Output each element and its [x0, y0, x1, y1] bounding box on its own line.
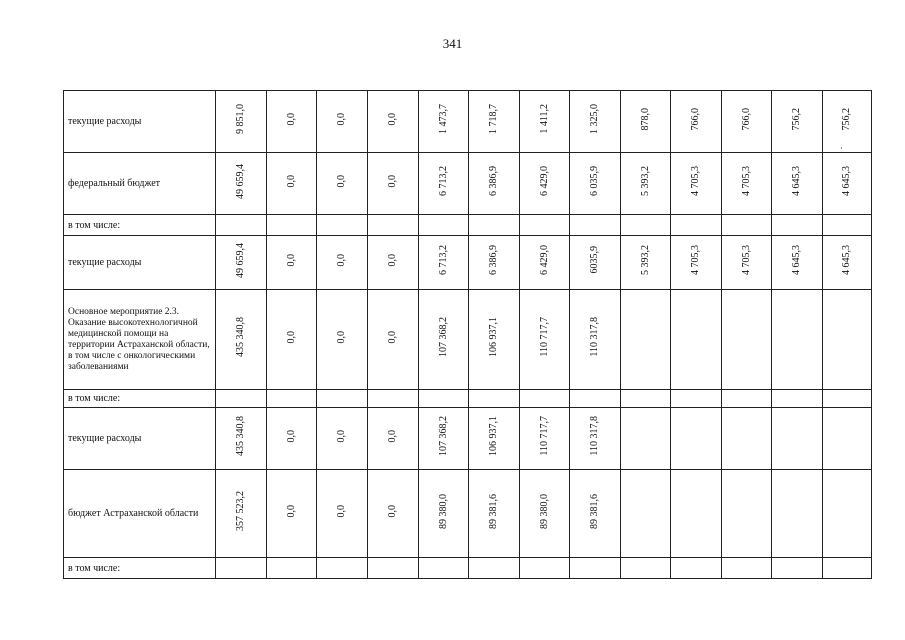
cell-value: 106 937,1 — [488, 416, 499, 456]
cell-value: 0,0 — [285, 175, 297, 188]
value-cell — [419, 390, 469, 408]
value-cell — [671, 236, 722, 290]
row-label: в том числе: — [64, 558, 216, 579]
table-row — [64, 558, 872, 579]
value-cell — [823, 470, 872, 558]
value-cell — [317, 558, 368, 579]
cell-value: 4 705,3 — [690, 166, 701, 196]
cell-value: 4 645,3 — [841, 166, 852, 196]
cell-value: 6 713,2 — [437, 245, 449, 275]
cell-value: 1 718,7 — [488, 104, 499, 134]
value-cell — [621, 91, 671, 153]
value-cell — [621, 558, 671, 579]
cell-value: 0,0 — [387, 331, 398, 344]
value-cell — [570, 390, 621, 408]
cell-value: 89 380,0 — [538, 493, 550, 529]
cell-value: 0,0 — [285, 254, 297, 267]
cell-value: 0,0 — [336, 113, 347, 126]
value-cell — [671, 470, 722, 558]
cell-value: 49 659,4 — [235, 242, 246, 278]
value-cell — [570, 91, 621, 153]
table-row — [64, 236, 872, 290]
value-cell — [267, 91, 317, 153]
value-cell — [772, 408, 823, 470]
value-cell — [216, 408, 267, 470]
value-cell — [823, 236, 872, 290]
cell-value: 4 705,3 — [690, 245, 701, 275]
value-cell — [570, 558, 621, 579]
cell-value: 357 523,2 — [235, 491, 246, 531]
value-cell — [317, 91, 368, 153]
row-label: в том числе: — [64, 215, 216, 236]
value-cell — [469, 91, 520, 153]
value-cell — [570, 236, 621, 290]
value-cell — [772, 215, 823, 236]
value-cell — [671, 215, 722, 236]
cell-value: 110 717,7 — [538, 416, 550, 456]
value-cell — [469, 408, 520, 470]
value-cell — [469, 390, 520, 408]
value-cell — [520, 91, 570, 153]
value-cell — [317, 215, 368, 236]
value-cell — [621, 290, 671, 390]
value-cell — [520, 215, 570, 236]
cell-value: 6035,9 — [589, 246, 600, 274]
cell-value: 107 368,2 — [437, 416, 449, 456]
cell-value: 110 317,8 — [589, 317, 600, 357]
cell-value: 49 659,4 — [235, 163, 246, 199]
cell-value: 756,2 — [791, 107, 802, 131]
value-cell — [216, 470, 267, 558]
cell-value: 6 429,0 — [538, 245, 550, 275]
table-row — [64, 290, 872, 390]
value-cell — [419, 153, 469, 215]
value-cell — [469, 236, 520, 290]
value-cell — [368, 91, 419, 153]
value-cell — [419, 408, 469, 470]
cell-value: 435 340,8 — [235, 317, 246, 357]
value-cell — [520, 470, 570, 558]
cell-value: 4 645,3 — [841, 245, 852, 275]
value-cell — [772, 153, 823, 215]
value-cell — [267, 470, 317, 558]
value-cell — [823, 153, 872, 215]
value-cell — [419, 215, 469, 236]
cell-value: 1 473,7 — [437, 104, 449, 134]
value-cell — [671, 91, 722, 153]
cell-value: 6 386,9 — [488, 166, 499, 196]
value-cell — [317, 290, 368, 390]
cell-value: 766,0 — [740, 107, 752, 131]
value-cell — [368, 290, 419, 390]
cell-value: 6 429,0 — [538, 166, 550, 196]
row-label: в том числе: — [64, 390, 216, 408]
cell-value: 0,0 — [387, 254, 398, 267]
value-cell — [216, 153, 267, 215]
cell-value: 878,0 — [639, 107, 651, 131]
value-cell — [772, 470, 823, 558]
cell-value: 110 717,7 — [538, 317, 550, 357]
row-label: текущие расходы — [64, 91, 216, 153]
cell-value: 89 380,0 — [437, 493, 449, 529]
value-cell — [317, 470, 368, 558]
value-cell — [216, 290, 267, 390]
value-cell — [469, 153, 520, 215]
cell-value: 5 393,2 — [639, 166, 651, 196]
value-cell — [570, 153, 621, 215]
value-cell — [570, 215, 621, 236]
page-number: 341 — [442, 36, 463, 51]
value-cell — [419, 91, 469, 153]
cell-value: 110 317,8 — [589, 416, 600, 456]
value-cell — [267, 236, 317, 290]
cell-value: 0,0 — [336, 254, 347, 267]
value-cell — [671, 558, 722, 579]
value-cell — [216, 215, 267, 236]
value-cell — [469, 215, 520, 236]
cell-value: 89 381,6 — [488, 493, 499, 529]
value-cell — [317, 153, 368, 215]
cell-value: 435 340,8 — [235, 416, 246, 456]
cell-value: 0,0 — [285, 430, 297, 443]
value-cell — [317, 390, 368, 408]
cell-value: 0,0 — [387, 113, 398, 126]
value-cell — [621, 408, 671, 470]
value-cell — [216, 390, 267, 408]
value-cell — [823, 290, 872, 390]
cell-value: 0,0 — [285, 331, 297, 344]
value-cell — [722, 470, 772, 558]
cell-value: 9 851,0 — [235, 104, 246, 134]
value-cell — [368, 390, 419, 408]
row-label: текущие расходы — [64, 408, 216, 470]
value-cell — [722, 91, 772, 153]
value-cell — [671, 408, 722, 470]
value-cell — [520, 153, 570, 215]
table-row — [64, 91, 872, 153]
value-cell — [368, 153, 419, 215]
cell-value: 6 035,9 — [589, 166, 600, 196]
cell-value: 6 713,2 — [437, 166, 449, 196]
value-cell — [772, 390, 823, 408]
value-cell — [823, 390, 872, 408]
value-cell — [621, 470, 671, 558]
value-cell — [368, 215, 419, 236]
value-cell — [469, 558, 520, 579]
table-row — [64, 408, 872, 470]
row-label: бюджет Астраханской области — [64, 470, 216, 558]
cell-value: 0,0 — [387, 430, 398, 443]
value-cell — [823, 91, 872, 153]
value-cell — [772, 558, 823, 579]
value-cell — [722, 408, 772, 470]
value-cell — [317, 236, 368, 290]
row-label: федеральный бюджет — [64, 153, 216, 215]
value-cell — [317, 408, 368, 470]
value-cell — [419, 470, 469, 558]
cell-value: 1 411,2 — [538, 104, 550, 134]
value-cell — [419, 558, 469, 579]
cell-value: 4 705,3 — [740, 245, 752, 275]
cell-value: 766,0 — [690, 107, 701, 131]
value-cell — [570, 470, 621, 558]
cell-value: 0,0 — [285, 113, 297, 126]
value-cell — [267, 215, 317, 236]
table-body — [64, 91, 872, 579]
cell-value: 6 386,9 — [488, 245, 499, 275]
value-cell — [823, 408, 872, 470]
value-cell — [267, 558, 317, 579]
value-cell — [722, 558, 772, 579]
value-cell — [520, 408, 570, 470]
value-cell — [722, 390, 772, 408]
value-cell — [267, 290, 317, 390]
value-cell — [419, 236, 469, 290]
value-cell — [671, 290, 722, 390]
value-cell — [368, 558, 419, 579]
value-cell — [722, 215, 772, 236]
value-cell — [469, 470, 520, 558]
cell-value: 0,0 — [387, 175, 398, 188]
value-cell — [216, 558, 267, 579]
value-cell — [469, 290, 520, 390]
value-cell — [621, 390, 671, 408]
cell-value: 0,0 — [336, 175, 347, 188]
value-cell — [671, 390, 722, 408]
table-row — [64, 215, 872, 236]
value-cell — [520, 290, 570, 390]
cell-value: 4 645,3 — [791, 166, 802, 196]
budget-table — [63, 90, 872, 579]
cell-value: 89 381,6 — [589, 493, 600, 529]
table-row — [64, 470, 872, 558]
value-cell — [216, 236, 267, 290]
cell-value: 0,0 — [285, 505, 297, 518]
row-label: Основное мероприятие 2.3. Оказание высокотехнологичной медицинской помощи на территории Астраханской области, в том числе с онкологическими заболеваниями — [64, 290, 216, 390]
value-cell — [722, 236, 772, 290]
value-cell — [368, 408, 419, 470]
cell-value: 0,0 — [336, 505, 347, 518]
value-cell — [570, 290, 621, 390]
value-cell — [621, 215, 671, 236]
value-cell — [368, 236, 419, 290]
stray-mark: · — [840, 143, 843, 153]
cell-value: 0,0 — [336, 331, 347, 344]
cell-value: 107 368,2 — [437, 317, 449, 357]
value-cell — [621, 153, 671, 215]
value-cell — [823, 558, 872, 579]
value-cell — [772, 236, 823, 290]
value-cell — [520, 558, 570, 579]
table-row — [64, 153, 872, 215]
value-cell — [772, 290, 823, 390]
cell-value: 756,2 — [841, 107, 852, 131]
value-cell — [216, 91, 267, 153]
value-cell — [722, 153, 772, 215]
cell-value: 1 325,0 — [589, 104, 600, 134]
value-cell — [520, 236, 570, 290]
cell-value: 0,0 — [336, 430, 347, 443]
value-cell — [267, 408, 317, 470]
value-cell — [267, 153, 317, 215]
value-cell — [772, 91, 823, 153]
value-cell — [823, 215, 872, 236]
value-cell — [722, 290, 772, 390]
value-cell — [621, 236, 671, 290]
table-row — [64, 390, 872, 408]
value-cell — [520, 390, 570, 408]
value-cell — [267, 390, 317, 408]
cell-value: 5 393,2 — [639, 245, 651, 275]
value-cell — [570, 408, 621, 470]
cell-value: 4 645,3 — [791, 245, 802, 275]
cell-value: 106 937,1 — [488, 317, 499, 357]
value-cell — [671, 153, 722, 215]
value-cell — [368, 470, 419, 558]
cell-value: 0,0 — [387, 505, 398, 518]
cell-value: 4 705,3 — [740, 166, 752, 196]
row-label: текущие расходы — [64, 236, 216, 290]
value-cell — [419, 290, 469, 390]
